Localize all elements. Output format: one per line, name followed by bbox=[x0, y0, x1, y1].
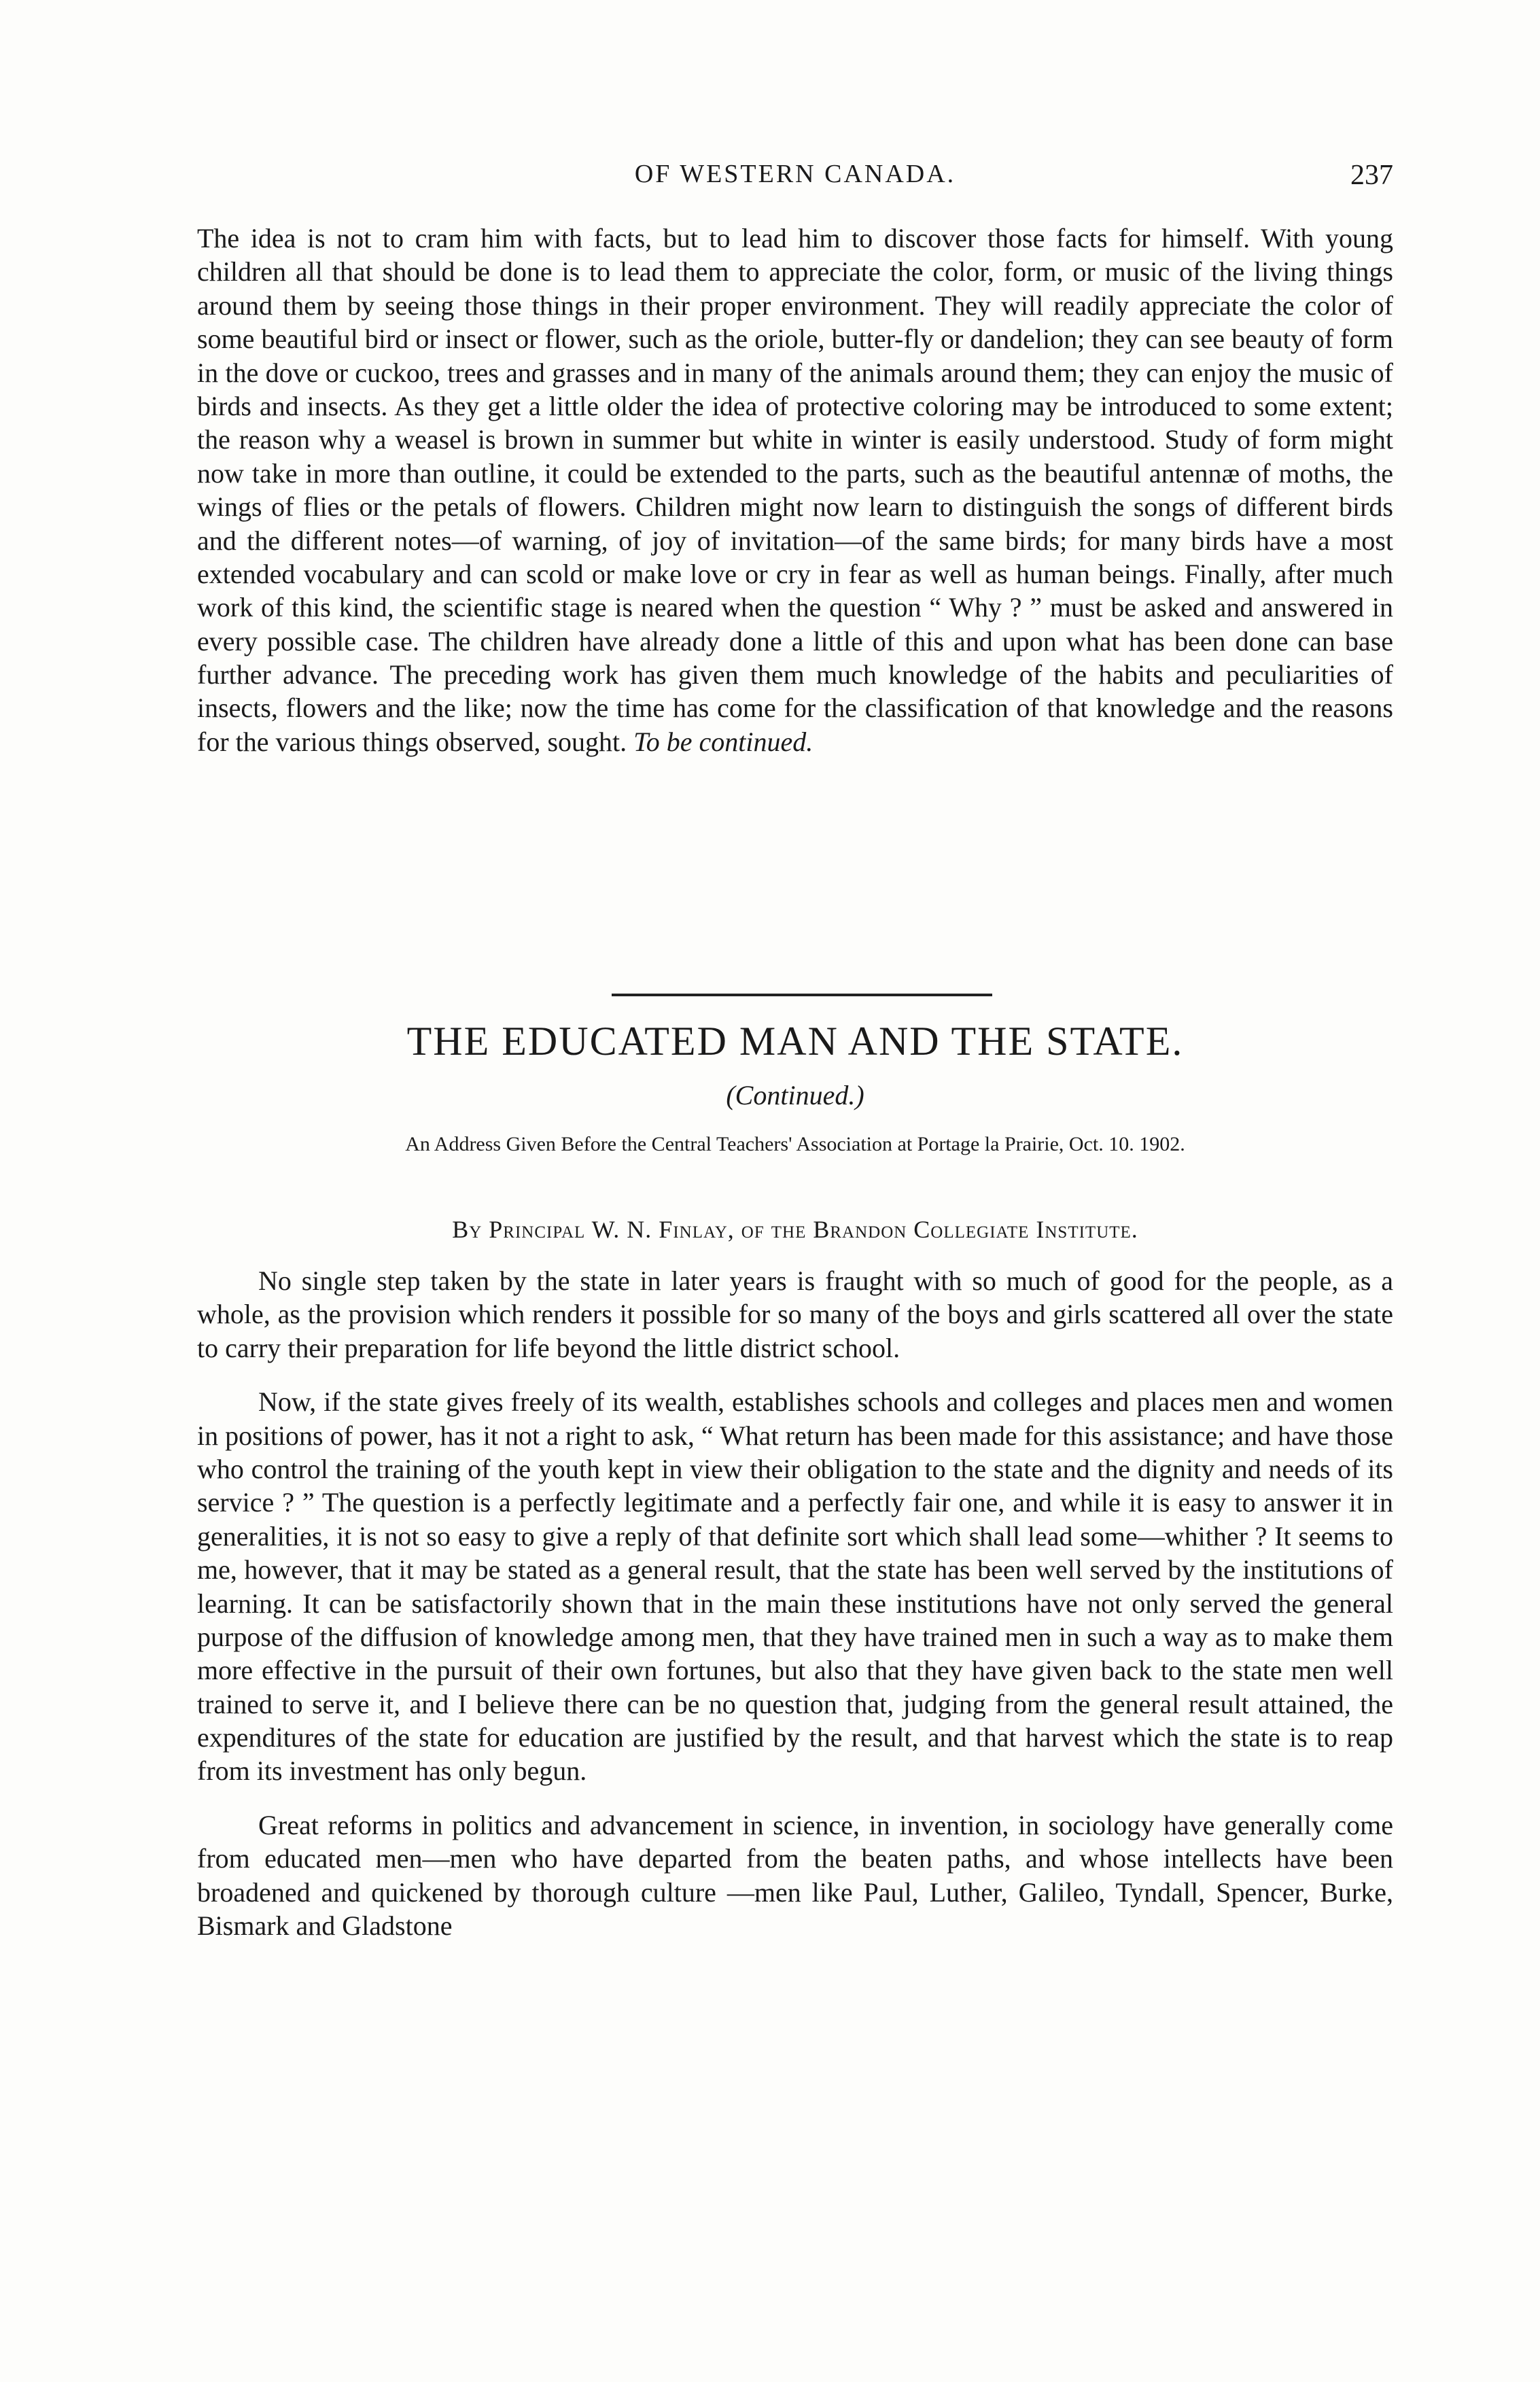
running-header bbox=[197, 159, 1393, 200]
article-title: THE EDUCATED MAN AND THE STATE. bbox=[406, 1019, 1184, 1064]
section-divider bbox=[612, 994, 992, 996]
running-title: OF WESTERN CANADA. bbox=[634, 160, 956, 188]
article-paragraph: No single step taken by the state in later years is fraught with so much of good for the people, as a whole, as the provision which renders it possible for so many of the boys and girls scattered all over the state to carry their preparation for life beyond the little district school. bbox=[197, 1265, 1393, 1363]
previous-article-paragraph bbox=[197, 222, 1393, 758]
continued-label: (Continued.) bbox=[726, 1080, 864, 1110]
article-body bbox=[197, 1264, 1393, 1963]
previous-article-text: The idea is not to cram him with facts, but to lead him to discover those facts for himself. With young children all that should be done is to lead them to appreciate the color, form, or music of the living things around them by seeing those things in their proper environment. They will readily appreciate the color of some beautiful bird or insect or flower, such as the oriole, butter-fly or dandelion; they can see beauty of form in the dove or cuckoo, trees and grasses and in many of the animals around them; they can enjoy the music of birds and insects. As they get a little older the idea of protective coloring may be introduced to some extent; the reason why a weasel is brown in summer but white in winter is easily understood. Study of form might now take in more than outline, it could be extended to the parts, such as the beautiful antennæ of moths, the wings of flies or the petals of flowers. Children might now learn to distinguish the songs of different birds and the different notes—of warning, of joy of invitation—of the same birds; for many birds have a most extended vocabulary and can scold or make love or cry in fear as well as human beings. Finally, after much work of this kind, the scientific stage is neared when the question “ Why ? ” must be asked and answered in every possible case. The children have already done a little of this and upon what has been done can base further advance. The preceding work has given them much knowledge of the habits and peculiarities of insects, flowers and the like; now the time has come for the classification of that knowledge and the reasons for the various things observed, sought. bbox=[197, 223, 1393, 757]
page-number: 237 bbox=[1350, 160, 1393, 191]
article-subtitle: An Address Given Before the Central Teachers' Association at Portage la Prairie, Oct. 10. 1902. bbox=[405, 1133, 1185, 1155]
article-paragraph: Now, if the state gives freely of its wealth, establishes schools and colleges and places men and women in positions of power, has it not a right to ask, “ What return has been made for this assistance; and have those who control the training of the youth kept in view their obligation to the state and the dignity and needs of its service ? ” The question is a perfectly legitimate and a perfectly fair one, and while it is easy to answer it in generalities, it is not so easy to give a reply of that definite sort which shall lead some—whither ? It seems to me, however, that it may be stated as a general result, that the state has been well served by the institutions of learning. It can be satisfactorily shown that in the main these institutions have not only served the general purpose of the diffusion of knowledge among men, that they have trained men in such a way as to make them more effective in the pursuit of their own fortunes, but also that they have given back to the state men well trained to serve it, and I believe there can be no question that, judging from the general result attained, the expenditures of the state for education are justified by the result, and that harvest which the state is to reap from its investment has only begun. bbox=[197, 1386, 1393, 1787]
to-be-continued-note: To be continued. bbox=[633, 726, 813, 757]
article-paragraph: Great reforms in politics and advancement in science, in invention, in sociology have generally come from educated men—men who have departed from the beaten paths, and whose intellects have been broadened and quickened by thorough culture —men like Paul, Luther, Galileo, Tyndall, Spencer, Burke, Bismark and Gladstone bbox=[197, 1809, 1393, 1942]
article-byline: By Principal W. N. Finlay, of the Brandon Collegiate Institute. bbox=[452, 1216, 1138, 1243]
